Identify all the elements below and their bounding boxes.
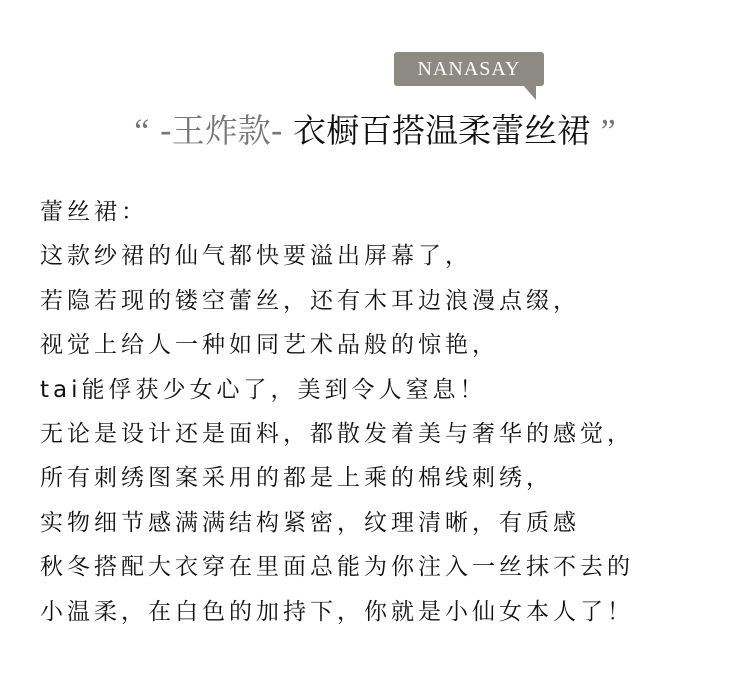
page-heading [0,108,750,154]
heading-title: 衣橱百搭温柔蕾丝裙 [293,111,591,150]
description-line: 秋冬搭配大衣穿在里面总能为你注入一丝抹不去的 [40,554,634,581]
brand-tag-label: NANASAY [394,52,544,86]
description-line: 实物细节感满满结构紧密，纹理清晰，有质感 [40,509,580,536]
speech-bubble-tail [522,84,536,100]
brand-tag [394,52,544,102]
description-line: 小温柔，在白色的加持下，你就是小仙女本人了！ [40,598,634,625]
open-quote: “ [134,113,150,150]
description-line: 视觉上给人一种如同艺术品般的惊艳， [40,332,499,359]
description-line: 所有刺绣图案采用的都是上乘的棉线刺绣， [40,465,553,492]
description-line: 若隐若现的镂空蕾丝，还有木耳边浪漫点缀， [40,287,580,314]
description-line: tai能俘获少女心了，美到令人窒息！ [40,376,487,403]
description-line: 这款纱裙的仙气都快要溢出屏幕了， [40,243,472,270]
description-line: 无论是设计还是面料，都散发着美与奢华的感觉， [40,420,634,447]
close-quote: ” [600,113,616,150]
description-line: 蕾丝裙： [40,199,148,225]
product-description [40,190,740,634]
heading-prefix: -王炸款- [159,111,283,150]
